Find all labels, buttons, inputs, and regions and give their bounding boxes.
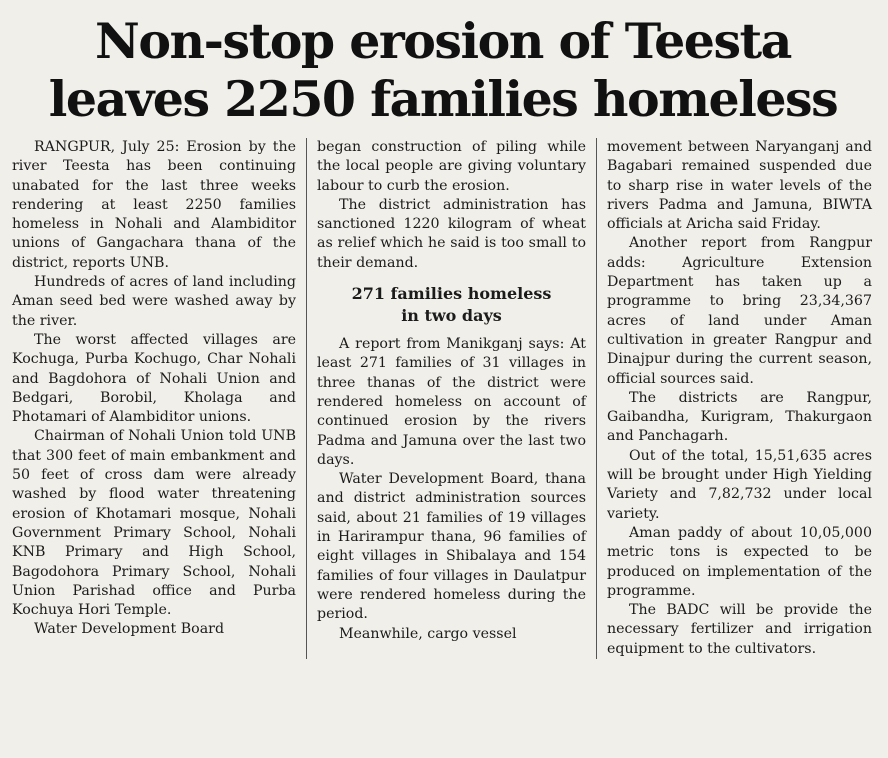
paragraph: Chairman of Nohali Union told UNB that 300 feet of main embankment and 50 feet of cross dam were already washed by flood water threatening erosion of Khotamari mosque, Nohali Government Primary School, Nohali KNB Primary and High School, Bagodohora Primary School, Nohali Union Parishad office and Purba Kochuya Hori Temple. <box>12 428 296 619</box>
paragraph: A report from Manikganj says: At least 271 families of 31 villages in three thanas of the district were rendered homeless on account of continued erosion by the rivers Padma and Jamuna over the last two days. <box>317 336 586 468</box>
paragraph: began construction of piling while the local people are giving voluntary labour to curb the erosion. <box>317 139 586 194</box>
paragraph: The districts are Rangpur, Gaibandha, Kurigram, Thakurgaon and Panchagarh. <box>607 389 872 445</box>
subheading <box>317 283 586 327</box>
column-2 <box>307 138 597 659</box>
paragraph: Aman paddy of about 10,05,000 metric tons is expected to be produced on implementation of the programme. <box>607 524 872 599</box>
headline <box>12 12 874 128</box>
paragraph: The BADC will be provide the necessary fertilizer and irrigation equipment to the cultivators. <box>607 602 872 657</box>
column-3 <box>597 138 872 659</box>
headline-line-1: Non-stop erosion of Teesta <box>95 12 791 70</box>
paragraph: RANGPUR, July 25: Erosion by the river Teesta has been continuing unabated for the last three weeks rendering at least 2250 families homeless in Nohali and Alambiditor unions of Gangachara thana of the district, reports UNB. <box>12 139 296 271</box>
paragraph: Hundreds of acres of land including Aman seed bed were washed away by the river. <box>12 274 296 329</box>
subheading-line-1: 271 families homeless <box>351 284 552 304</box>
paragraph: Another report from Rangpur adds: Agriculture Extension Department has taken up a programme to bring 23,34,367 acres of land under Aman cultivation in greater Rangpur and Dinajpur during the current season, official sources said. <box>607 235 872 387</box>
subheading-line-2: in two days <box>401 306 502 326</box>
paragraph: Out of the total, 15,51,635 acres will be brought under High Yielding Variety and 7,82,732 under local variety. <box>607 447 872 522</box>
paragraph: Water Development Board, thana and district administration sources said, about 21 families of 19 villages in Harirampur thana, 96 families of eight villages in Shibalaya and 154 families of four villages in Daulatpur were rendered homeless during the period. <box>317 471 586 623</box>
paragraph: The worst affected villages are Kochuga, Purba Kochugo, Char Nohali and Bagdohora of Nohali Union and Bedgari, Borobil, Kholaga and Photamari of Alambiditor unions. <box>12 331 296 426</box>
paragraph: Meanwhile, cargo vessel <box>339 625 517 642</box>
paragraph: Water Development Board <box>34 621 225 638</box>
paragraph: The district administration has sanctioned 1220 kilogram of wheat as relief which he said is too small to their demand. <box>317 196 586 271</box>
headline-line-2: leaves 2250 families homeless <box>48 70 838 128</box>
column-1 <box>12 138 307 659</box>
paragraph: movement between Naryanganj and Bagabari remained suspended due to sharp rise in water levels of the rivers Padma and Jamuna, BIWTA officials at Aricha said Friday. <box>607 139 872 233</box>
article-columns <box>12 138 874 659</box>
